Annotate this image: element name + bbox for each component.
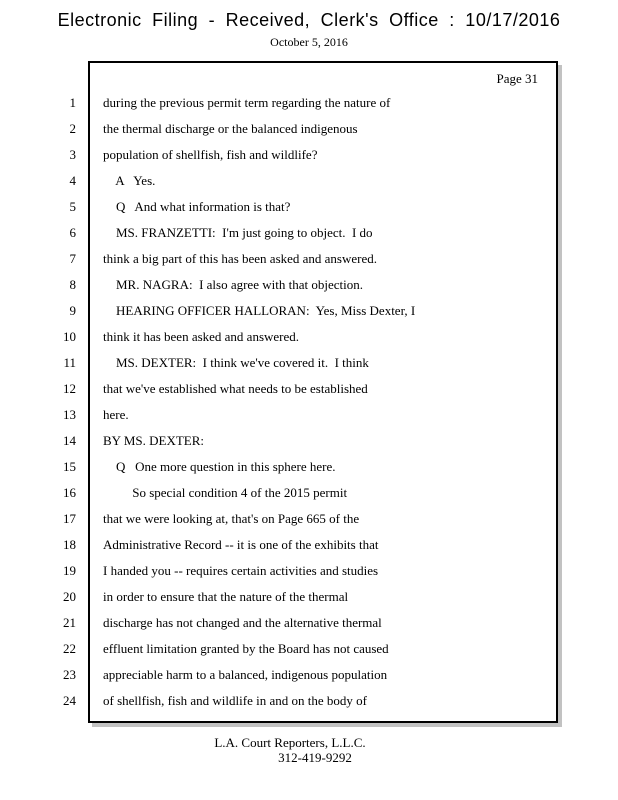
transcript-line <box>56 90 536 116</box>
transcript-line <box>56 116 536 142</box>
line-text: during the previous permit term regarding the nature of <box>103 95 391 110</box>
transcript-line <box>56 428 536 454</box>
transcript-line <box>56 454 536 480</box>
transcript-line <box>56 194 536 220</box>
transcript-line <box>56 324 536 350</box>
line-number: 22 <box>63 641 76 656</box>
line-number: 2 <box>69 121 76 136</box>
line-text: the thermal discharge or the balanced indigenous <box>103 121 358 136</box>
line-text: Administrative Record -- it is one of the exhibits that <box>103 537 379 552</box>
line-number: 7 <box>69 251 76 266</box>
reporter-company-name: L.A. Court Reporters, L.L.C. <box>214 735 366 750</box>
line-number: 5 <box>69 199 76 214</box>
line-number: 19 <box>63 563 76 578</box>
line-number: 9 <box>69 303 76 318</box>
line-text: MS. DEXTER: I think we've covered it. I think <box>103 355 369 370</box>
hearing-date: October 5, 2016 <box>270 35 348 49</box>
transcript-line <box>56 220 536 246</box>
transcript-line <box>56 506 536 532</box>
line-number: 13 <box>63 407 76 422</box>
transcript-line <box>56 480 536 506</box>
transcript-line <box>56 662 536 688</box>
reporter-phone-number: 312-419-9292 <box>278 750 352 765</box>
line-number: 15 <box>63 459 76 474</box>
filing-header-title: Electronic Filing - Received, Clerk's Office : 10/17/2016 <box>57 10 561 30</box>
transcript-lines <box>56 90 536 714</box>
line-number: 23 <box>63 667 76 682</box>
line-text: effluent limitation granted by the Board has not caused <box>103 641 389 656</box>
transcript-line <box>56 636 536 662</box>
transcript-line <box>56 610 536 636</box>
line-number: 14 <box>63 433 76 448</box>
transcript-line <box>56 688 536 714</box>
line-text: that we were looking at, that's on Page 665 of the <box>103 511 360 526</box>
line-number: 11 <box>63 355 76 370</box>
line-number: 24 <box>63 693 76 708</box>
reporter-footer <box>0 735 618 765</box>
line-text: think a big part of this has been asked and answered. <box>103 251 378 266</box>
line-text: So special condition 4 of the 2015 permit <box>103 485 348 500</box>
line-text: appreciable harm to a balanced, indigenous population <box>103 667 388 682</box>
line-number: 12 <box>63 381 76 396</box>
line-text: think it has been asked and answered. <box>103 329 300 344</box>
line-number: 8 <box>69 277 76 292</box>
transcript-line <box>56 142 536 168</box>
transcript-line <box>56 402 536 428</box>
line-text: Q And what information is that? <box>103 199 291 214</box>
transcript-line <box>56 558 536 584</box>
transcript-line <box>56 584 536 610</box>
line-text: Q One more question in this sphere here. <box>103 459 336 474</box>
line-number: 4 <box>69 173 76 188</box>
line-number: 17 <box>63 511 76 526</box>
line-number: 10 <box>63 329 76 344</box>
line-number: 6 <box>69 225 76 240</box>
line-text: discharge has not changed and the alternative thermal <box>103 615 382 630</box>
line-text: HEARING OFFICER HALLORAN: Yes, Miss Dexter, I <box>103 303 416 318</box>
transcript-line <box>56 376 536 402</box>
line-text: A Yes. <box>103 173 156 188</box>
line-text: of shellfish, fish and wildlife in and on the body of <box>103 693 367 708</box>
line-number: 1 <box>69 95 76 110</box>
line-text: in order to ensure that the nature of the thermal <box>103 589 349 604</box>
transcript-line <box>56 272 536 298</box>
transcript-line <box>56 168 536 194</box>
transcript-line <box>56 246 536 272</box>
line-number: 16 <box>63 485 76 500</box>
transcript-line <box>56 532 536 558</box>
line-number: 21 <box>63 615 76 630</box>
line-number: 18 <box>63 537 76 552</box>
line-number: 20 <box>63 589 76 604</box>
line-text: BY MS. DEXTER: <box>103 433 204 448</box>
page-number-label: Page 31 <box>496 71 538 86</box>
transcript-line <box>56 350 536 376</box>
line-text: that we've established what needs to be established <box>103 381 368 396</box>
line-number: 3 <box>69 147 76 162</box>
line-text: here. <box>103 407 129 422</box>
line-text: MS. FRANZETTI: I'm just going to object. I do <box>103 225 373 240</box>
transcript-line <box>56 298 536 324</box>
line-text: population of shellfish, fish and wildlife? <box>103 147 318 162</box>
line-text: MR. NAGRA: I also agree with that objection. <box>103 277 363 292</box>
line-text: I handed you -- requires certain activities and studies <box>103 563 379 578</box>
